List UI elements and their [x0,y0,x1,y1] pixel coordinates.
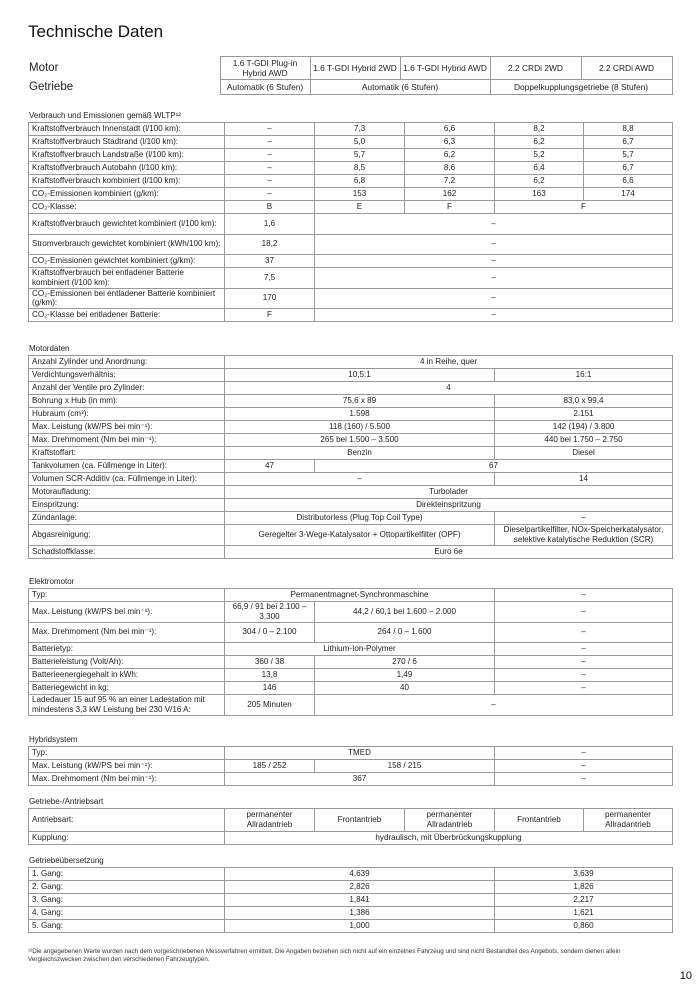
value-cell: – [495,760,673,773]
value-cell: Direkteinspritzung [225,499,673,512]
value-cell: 40 [315,682,495,695]
row-label: Kraftstoffverbrauch Stadtrand (l/100 km): [29,136,225,149]
value-cell: 1,841 [225,894,495,907]
value-cell: – [225,162,315,175]
table-row [29,920,673,933]
value-cell: – [495,512,673,525]
section-verbrauch [28,110,672,322]
motor-row [28,57,672,80]
value-cell: Euro 6e [225,545,673,558]
table-row [29,369,673,382]
section-hybridsystem [28,734,672,786]
value-cell: 8,5 [315,162,405,175]
table-row [29,602,673,623]
value-cell: – [495,589,673,602]
section-title: Hybridsystem [29,735,78,744]
value-cell: 66,9 / 91 bei 2.100 – 3.300 [225,602,315,623]
table-row [29,309,673,322]
value-cell: 8,2 [495,123,584,136]
getriebe-col-2: Automatik (6 Stufen) [310,80,490,95]
page-number: 10 [679,970,692,982]
value-cell: F [225,309,315,322]
value-cell: 1,826 [495,881,673,894]
value-cell: 6,6 [584,175,673,188]
table-row [29,201,673,214]
row-label: Typ: [29,747,225,760]
table-row [29,669,673,682]
footnote: ¹²Die angegebenen Werte wurden nach dem vorgeschriebenen Messverfahren ermittelt. Die Angaben beziehen sich nicht auf ein einzelnes Fahrzeug und sind nicht Bestandteil des Angebots, sondern dienen allein Vergleichszwecken zwischen den verschiedenen Fahrzeugtypen. [28,948,621,963]
value-cell: – [315,214,673,235]
value-cell: 304 / 0 – 2.100 [225,622,315,643]
row-label: Bohrung x Hub (in mm): [29,395,225,408]
value-cell: 6,2 [495,175,584,188]
value-cell: 6,3 [405,136,495,149]
value-cell: hydraulisch, mit Überbrückungskupplung [225,832,673,845]
section-title: Getriebe-/Antriebsart [29,797,104,806]
row-label: Max. Drehmoment (Nm bei min⁻¹): [29,773,225,786]
row-label: Volumen SCR-Additiv (ca. Füllmenge in Liter): [29,473,225,486]
row-label: Kraftstoffverbrauch bei entladener Batterie kombiniert (l/100 km): [29,268,225,289]
value-cell: 6,4 [495,162,584,175]
value-cell: 7,2 [405,175,495,188]
value-cell: 158 / 215 [315,760,495,773]
section-antrieb [28,796,672,845]
value-cell: 14 [495,473,673,486]
value-cell: 6,8 [315,175,405,188]
value-cell: 47 [225,460,315,473]
table-row [29,881,673,894]
table-row [29,868,673,881]
row-label: 3. Gang: [29,894,225,907]
value-cell: 2,826 [225,881,495,894]
table-row [29,682,673,695]
row-label: CO₂-Emissionen bei entladener Batterie kombiniert (g/km): [29,288,225,309]
table-row [29,234,673,255]
row-label: Schadstoffklasse: [29,545,225,558]
row-label: CO₂-Klasse bei entladener Batterie: [29,309,225,322]
spec-table [28,122,673,322]
section-title: Elektromotor [29,577,75,586]
value-cell: 360 / 38 [225,656,315,669]
value-cell: Turbolader [225,486,673,499]
row-label: Einspritzung: [29,499,225,512]
value-cell: 146 [225,682,315,695]
row-label: Max. Leistung (kW/PS bei min⁻¹): [29,421,225,434]
value-cell: 162 [405,188,495,201]
table-row [29,149,673,162]
section-motordaten [28,343,672,559]
value-cell: F [405,201,495,214]
value-cell: – [495,656,673,669]
table-row [29,525,673,546]
section-title: Getriebeübersetzung [29,856,104,865]
table-row [29,473,673,486]
row-label: CO₂-Emissionen gewichtet kombiniert (g/km): [29,255,225,268]
value-cell: Diesel [495,447,673,460]
row-label: Hubraum (cm³): [29,408,225,421]
value-cell: Permanentmagnet-Synchronmaschine [225,589,495,602]
row-label: Max. Drehmoment (Nm bei min⁻¹): [29,622,225,643]
value-cell: – [225,188,315,201]
getriebe-label: Getriebe [29,81,74,93]
table-row [29,760,673,773]
value-cell: F [495,201,673,214]
table-row [29,421,673,434]
value-cell: 6,2 [405,149,495,162]
table-row [29,382,673,395]
section-title: Motordaten [29,344,70,353]
row-label: Tankvolumen (ca. Füllmenge in Liter): [29,460,225,473]
value-cell: 2,217 [495,894,673,907]
row-label: CO₂-Klasse: [29,201,225,214]
row-label: Motoraufladung: [29,486,225,499]
value-cell: B [225,201,315,214]
getriebe-col-3: Doppelkupplungsgetriebe (8 Stufen) [490,80,672,95]
value-cell: 6,7 [584,136,673,149]
value-cell: – [315,309,673,322]
row-label: Kraftstoffverbrauch Innenstadt (l/100 km): [29,123,225,136]
row-label: 4. Gang: [29,907,225,920]
row-label: Typ: [29,589,225,602]
table-row [29,162,673,175]
value-cell: 6,7 [584,162,673,175]
value-cell: 265 bei 1.500 – 3.500 [225,434,495,447]
value-cell: 440 bei 1.750 – 2.750 [495,434,673,447]
value-cell: 1,621 [495,907,673,920]
value-cell: 4 in Reihe, quer [225,356,673,369]
value-cell: 153 [315,188,405,201]
value-cell: 37 [225,255,315,268]
section-title: Verbrauch und Emissionen gemäß WLTP¹² [29,111,181,120]
value-cell: TMED [225,747,495,760]
value-cell: 270 / 6 [315,656,495,669]
value-cell: Lithium-Ion-Polymer [225,643,495,656]
row-label: Stromverbrauch gewichtet kombiniert (kWh/100 km): [29,234,225,255]
table-row [29,695,673,716]
value-cell: – [225,473,495,486]
value-cell: 18,2 [225,234,315,255]
value-cell: permanenter Allradantrieb [405,809,495,832]
value-cell: 1,386 [225,907,495,920]
row-label: Batteriegewicht in kg: [29,682,225,695]
value-cell: – [315,255,673,268]
value-cell: 174 [584,188,673,201]
row-label: Kraftstoffverbrauch gewichtet kombiniert (l/100 km): [29,214,225,235]
table-row [29,268,673,289]
table-row [29,447,673,460]
row-label: Kraftstoffverbrauch kombiniert (l/100 km): [29,175,225,188]
value-cell: 0,860 [495,920,673,933]
table-row [29,123,673,136]
value-cell: – [495,602,673,623]
value-cell: 5,0 [315,136,405,149]
row-label: Antriebsart: [29,809,225,832]
row-label: Kupplung: [29,832,225,845]
table-row [29,356,673,369]
header-table [28,56,673,95]
value-cell: 205 Minuten [225,695,315,716]
value-cell: 6,6 [405,123,495,136]
value-cell: 75,6 x 89 [225,395,495,408]
table-row [29,643,673,656]
row-label: Batterietyp: [29,643,225,656]
value-cell: 367 [225,773,495,786]
row-label: Kraftstoffart: [29,447,225,460]
value-cell: – [315,268,673,289]
value-cell: 163 [495,188,584,201]
value-cell: – [495,773,673,786]
spec-table [28,746,673,786]
value-cell: Geregelter 3-Wege-Katalysator + Ottopartikelfilter (OPF) [225,525,495,546]
value-cell: Frontantrieb [315,809,405,832]
table-row [29,434,673,447]
value-cell: 7,3 [315,123,405,136]
value-cell: permanenter Allradantrieb [584,809,673,832]
value-cell: 44,2 / 60,1 bei 1.600 – 2.000 [315,602,495,623]
value-cell: 1.598 [225,408,495,421]
value-cell: 1,000 [225,920,495,933]
value-cell: 5,7 [315,149,405,162]
row-label: 1. Gang: [29,868,225,881]
row-label: Batterieleistung (Volt/Ah): [29,656,225,669]
table-row [29,747,673,760]
value-cell: 4,639 [225,868,495,881]
table-row [29,656,673,669]
value-cell: Dieselpartikelfilter, NOx-Speicherkatalysator, selektive katalytische Reduktion (SCR) [495,525,673,546]
value-cell: permanenter Allradantrieb [225,809,315,832]
value-cell: 185 / 252 [225,760,315,773]
value-cell: 6,2 [495,136,584,149]
row-label: Anzahl der Ventile pro Zylinder: [29,382,225,395]
value-cell: 10,5:1 [225,369,495,382]
motor-label: Motor [29,62,59,74]
table-row [29,545,673,558]
row-label: Max. Leistung (kW/PS bei min⁻¹): [29,760,225,773]
table-row [29,773,673,786]
value-cell: 1,49 [315,669,495,682]
value-cell: – [495,622,673,643]
value-cell: 5,7 [584,149,673,162]
value-cell: – [225,123,315,136]
row-label: Verdichtungsverhältnis: [29,369,225,382]
table-row [29,395,673,408]
row-label: Kraftstoffverbrauch Landstraße (l/100 km): [29,149,225,162]
table-row [29,460,673,473]
row-label: Zündanlage: [29,512,225,525]
row-label: Ladedauer 15 auf 95 % an einer Ladestation mit mindestens 3,3 kW Leistung bei 230 V/16 A: [29,695,225,716]
getriebe-row [28,80,672,95]
motor-col-3: 1.6 T-GDI Hybrid AWD [400,57,490,80]
table-row [29,512,673,525]
value-cell: Distributorless (Plug Top Coil Type) [225,512,495,525]
value-cell: Frontantrieb [495,809,584,832]
section-elektromotor [28,576,672,716]
value-cell: 118 (160) / 5.500 [225,421,495,434]
value-cell: 83,0 x 99,4 [495,395,673,408]
value-cell: 8,6 [405,162,495,175]
value-cell: 2.151 [495,408,673,421]
page-title: Technische Daten [28,22,164,41]
value-cell: 16:1 [495,369,673,382]
row-label: Max. Drehmoment (Nm bei min⁻¹): [29,434,225,447]
value-cell: 5,2 [495,149,584,162]
section-uebersetzung [28,855,672,933]
value-cell: – [225,149,315,162]
value-cell: – [495,669,673,682]
row-label: Kraftstoffverbrauch Autobahn (l/100 km): [29,162,225,175]
row-label: CO₂-Emissionen kombiniert (g/km): [29,188,225,201]
value-cell: – [315,234,673,255]
value-cell: 1,6 [225,214,315,235]
spec-table [28,808,673,845]
table-row [29,136,673,149]
row-label: 5. Gang: [29,920,225,933]
value-cell: 4 [225,382,673,395]
value-cell: Benzin [225,447,495,460]
value-cell: 13,8 [225,669,315,682]
spec-table [28,867,673,933]
table-row [29,589,673,602]
motor-col-5: 2.2 CRDi AWD [581,57,672,80]
table-row [29,175,673,188]
value-cell: 3,639 [495,868,673,881]
value-cell: 170 [225,288,315,309]
value-cell: E [315,201,405,214]
value-cell: – [225,175,315,188]
table-row [29,809,673,832]
motor-col-2: 1.6 T-GDI Hybrid 2WD [310,57,400,80]
value-cell: – [315,288,673,309]
value-cell: 67 [315,460,673,473]
row-label: Anzahl Zylinder und Anordnung: [29,356,225,369]
spec-table [28,355,673,559]
table-row [29,288,673,309]
table-row [29,622,673,643]
value-cell: 142 (194) / 3.800 [495,421,673,434]
table-row [29,486,673,499]
value-cell: – [495,643,673,656]
table-row [29,907,673,920]
value-cell: 7,5 [225,268,315,289]
row-label: Abgasreinigung: [29,525,225,546]
value-cell: 8,8 [584,123,673,136]
value-cell: – [225,136,315,149]
row-label: Batterieenergiegehalt in kWh: [29,669,225,682]
motor-col-4: 2.2 CRDi 2WD [490,57,581,80]
table-row [29,832,673,845]
value-cell: – [495,682,673,695]
table-row [29,499,673,512]
table-row [29,408,673,421]
value-cell: 264 / 0 – 1.600 [315,622,495,643]
value-cell: – [315,695,673,716]
table-row [29,894,673,907]
table-row [29,214,673,235]
spec-table [28,588,673,716]
row-label: Max. Leistung (kW/PS bei min⁻¹): [29,602,225,623]
getriebe-col-1: Automatik (6 Stufen) [220,80,310,95]
row-label: 2. Gang: [29,881,225,894]
motor-col-1: 1.6 T-GDI Plug-in Hybrid AWD [220,57,310,80]
table-row [29,188,673,201]
value-cell: – [495,747,673,760]
table-row [29,255,673,268]
